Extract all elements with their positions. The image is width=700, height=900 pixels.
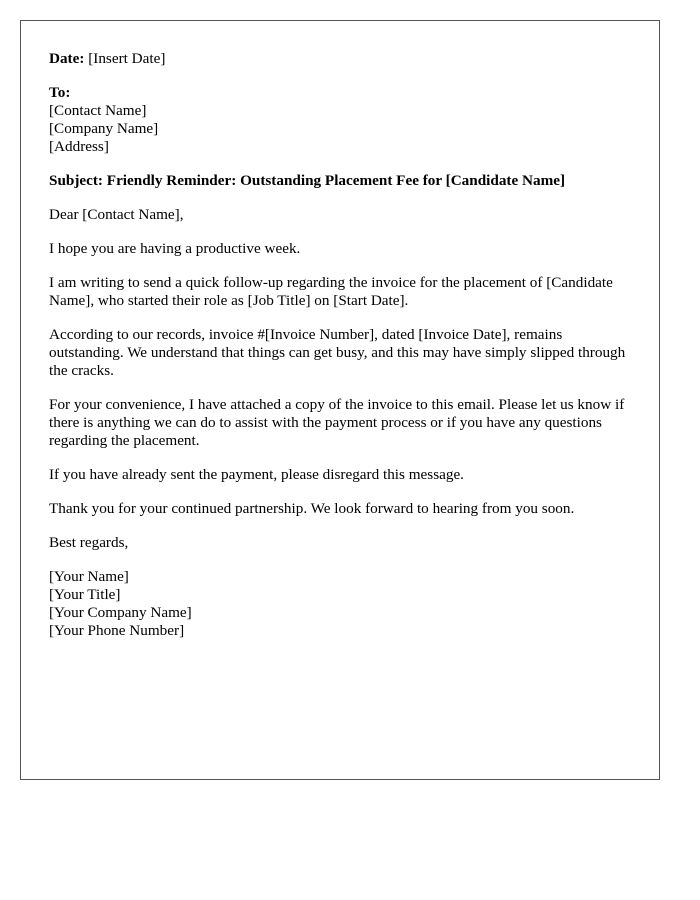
paragraph: I am writing to send a quick follow-up regarding the invoice for the placement of [Candidate Name], who started their role as [Job Title] on [Start Date].	[49, 274, 613, 309]
recipient-block	[49, 84, 631, 156]
signature-phone: [Your Phone Number]	[49, 622, 185, 639]
recipient-address: [Address]	[49, 138, 109, 155]
recipient-contact: [Contact Name]	[49, 102, 147, 119]
date-line	[49, 50, 631, 68]
closing: Best regards,	[49, 534, 129, 551]
signature-company: [Your Company Name]	[49, 604, 192, 621]
signature-block	[49, 568, 631, 640]
signature-title: [Your Title]	[49, 586, 121, 603]
signature-name: [Your Name]	[49, 568, 129, 585]
date-label: Date:	[49, 50, 85, 67]
date-value: [Insert Date]	[88, 50, 166, 67]
letter	[20, 20, 660, 780]
paragraph: According to our records, invoice #[Invoice Number], dated [Invoice Date], remains outstanding. We understand that things can get busy, and this may have simply slipped through the cracks.	[49, 326, 626, 379]
subject-line: Subject: Friendly Reminder: Outstanding Placement Fee for [Candidate Name]	[49, 172, 566, 189]
salutation: Dear [Contact Name],	[49, 206, 184, 223]
paragraph: Thank you for your continued partnership. We look forward to hearing from you soon.	[49, 500, 575, 517]
paragraph: For your convenience, I have attached a copy of the invoice to this email. Please let us know if there is anything we can do to assist with the payment process or if you have any questions regarding the placement.	[49, 396, 625, 449]
to-label: To:	[49, 84, 71, 101]
recipient-company: [Company Name]	[49, 120, 159, 137]
paragraph: If you have already sent the payment, please disregard this message.	[49, 466, 464, 483]
paragraph: I hope you are having a productive week.	[49, 240, 301, 257]
